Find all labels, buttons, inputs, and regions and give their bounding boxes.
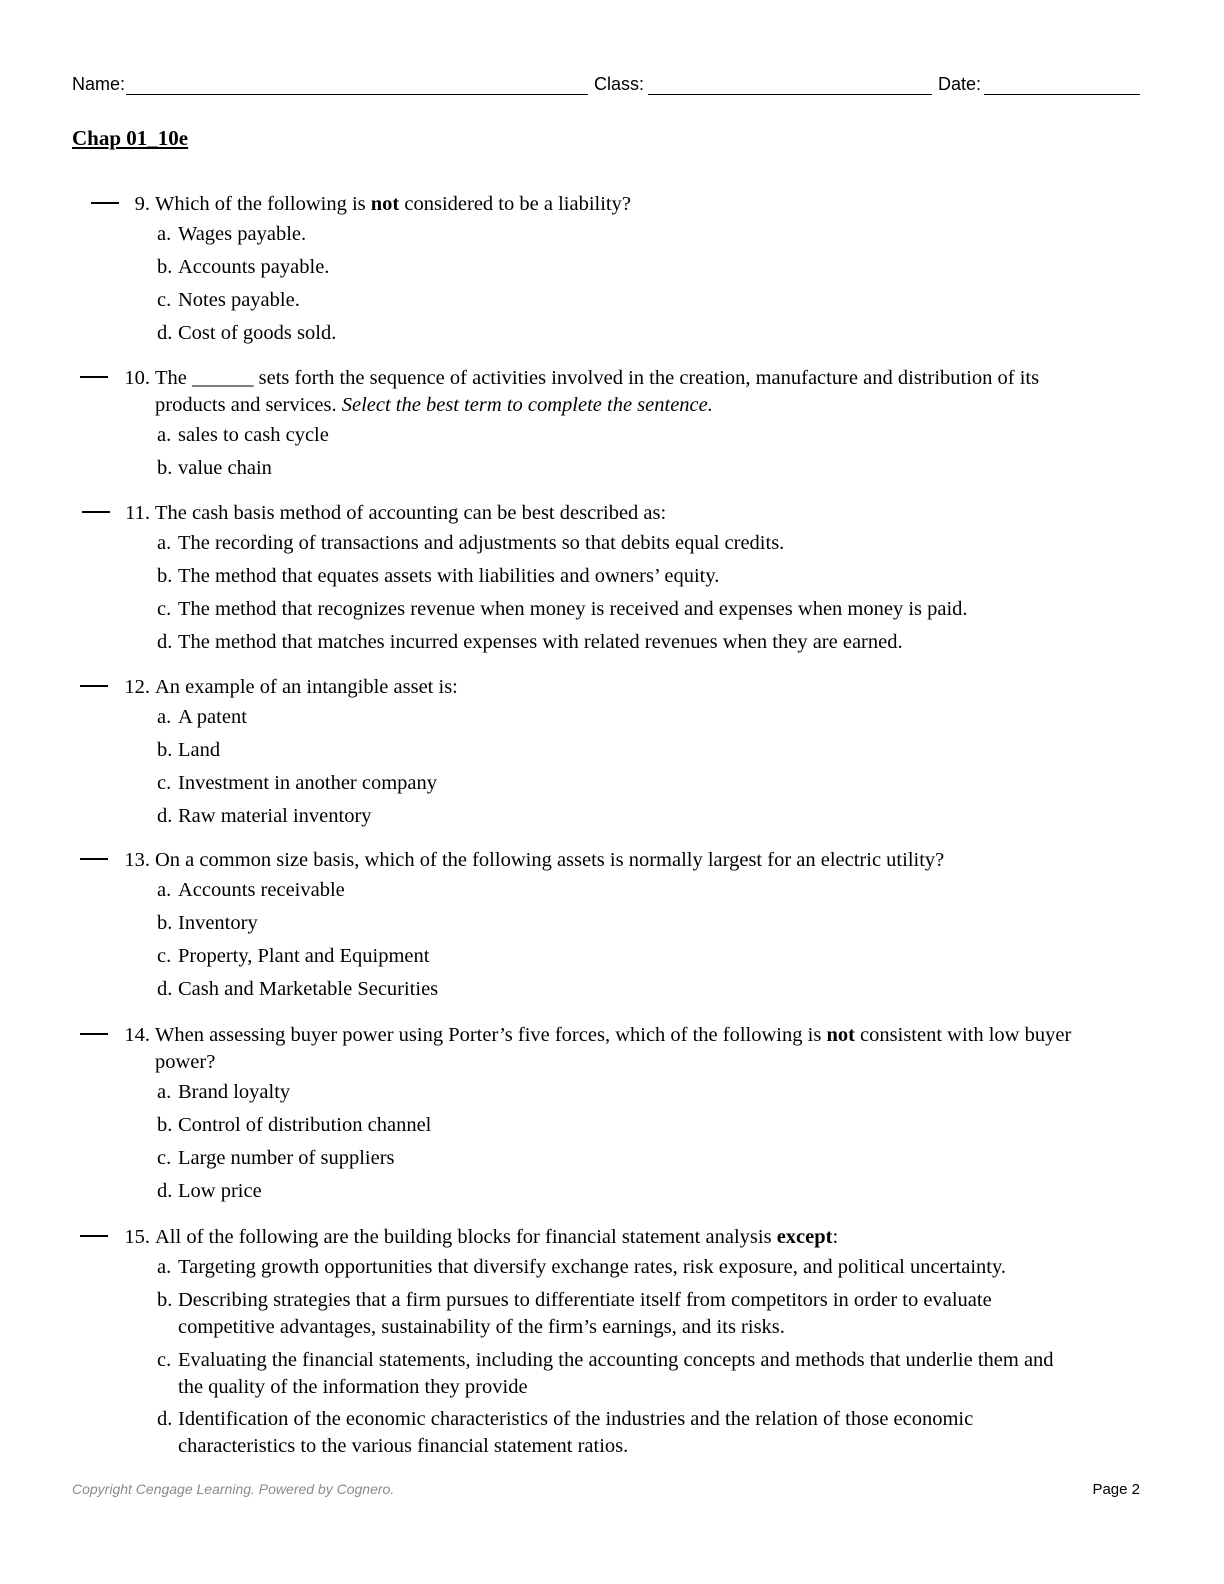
copyright-notice: Copyright Cengage Learning. Powered by Cognero.	[72, 1481, 395, 1497]
date-label: Date:	[938, 74, 982, 94]
chapter-title: Chap 01_10e	[72, 126, 189, 150]
question-stem: An example of an intangible asset is:	[155, 676, 458, 698]
question-number: 13.	[124, 849, 150, 871]
question-stem-continued: products and services. Select the best term to complete the sentence.	[155, 394, 713, 416]
name-field[interactable]	[126, 94, 588, 95]
question-number: 10.	[124, 367, 150, 389]
question-stem-continued: power?	[155, 1051, 216, 1073]
date-field[interactable]	[984, 94, 1140, 95]
question-stem: When assessing buyer power using Porter’s five forces, which of the following is not consistent with low buyer	[155, 1024, 1072, 1046]
question-stem: Which of the following is not considered to be a liability?	[155, 193, 631, 215]
question-stem: On a common size basis, which of the following assets is normally largest for an electric utility?	[155, 849, 945, 871]
class-field[interactable]	[648, 94, 932, 95]
question-number: 15.	[124, 1226, 150, 1248]
question-number: 12.	[124, 676, 150, 698]
header-fields	[72, 72, 1140, 98]
question-stem: All of the following are the building blocks for financial statement analysis except:	[155, 1226, 839, 1248]
name-label: Name:	[72, 74, 126, 94]
question-stem: The cash basis method of accounting can be best described as:	[155, 502, 667, 524]
class-label: Class:	[594, 74, 645, 94]
question-number: 11.	[125, 502, 150, 524]
page-number: Page 2	[1092, 1481, 1140, 1498]
question-stem: The ______ sets forth the sequence of activities involved in the creation, manufacture and distribution of its	[155, 367, 1040, 389]
question-number: 14.	[124, 1024, 150, 1046]
question-number: 9.	[134, 193, 150, 215]
